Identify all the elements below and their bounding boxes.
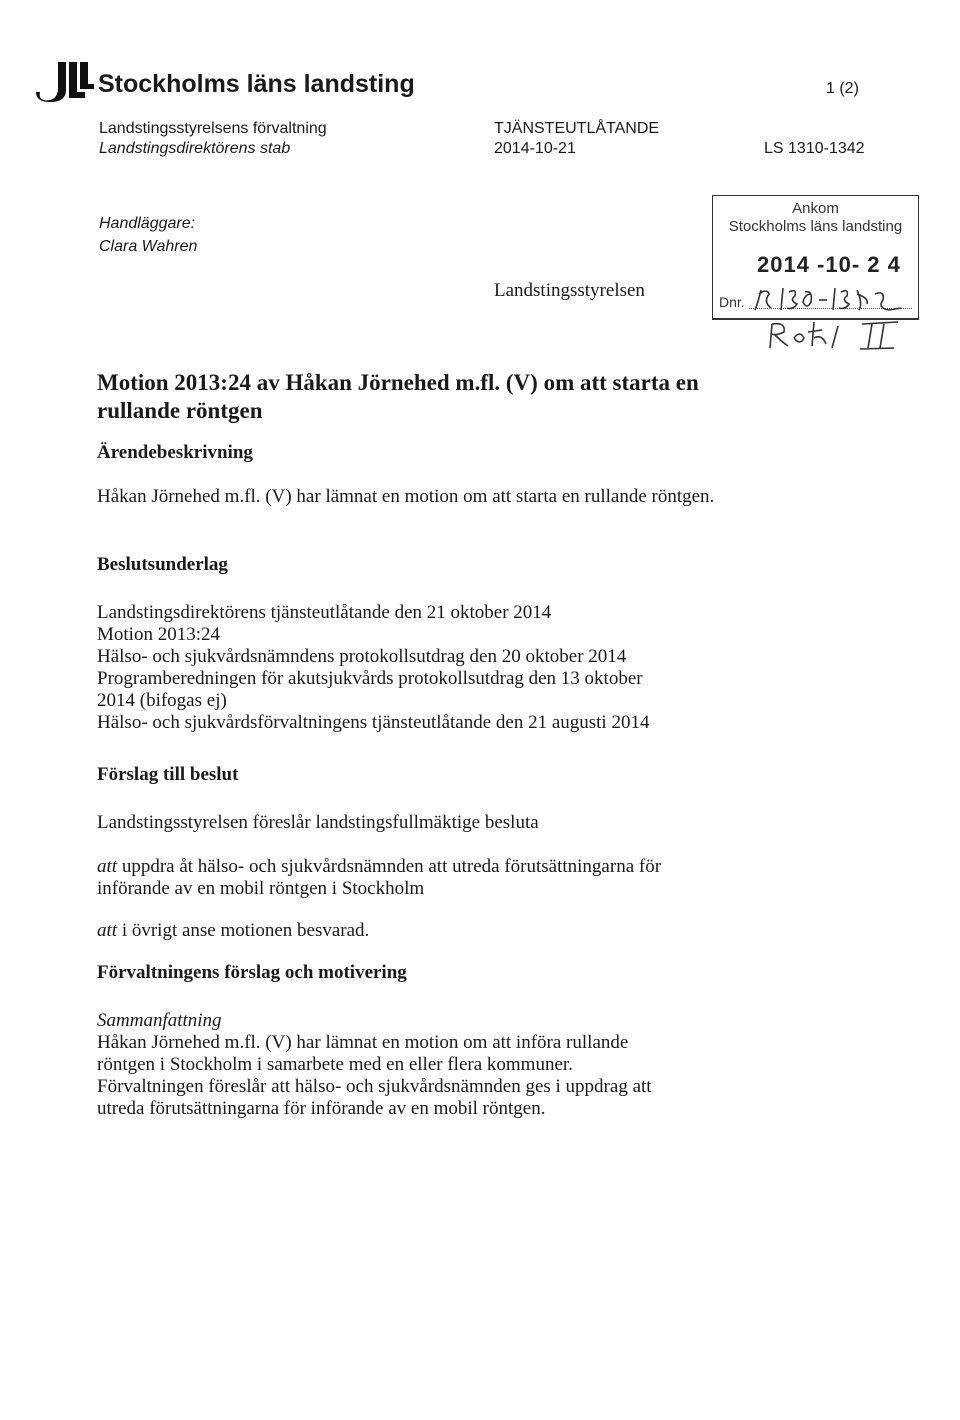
document-title: Motion 2013:24 av Håkan Jörnehed m.fl. (V) om att starta en rullande röntgen: [97, 370, 699, 423]
stamp-date: 2014 -10- 2 4: [757, 252, 901, 277]
handwritten-note-icon: [766, 318, 906, 352]
heading-forvaltningens-forslag: Förvaltningens förslag och motivering: [97, 962, 407, 983]
heading-sammanfattning: Sammanfattning: [97, 1010, 222, 1031]
doc-ref: LS 1310-1342: [764, 140, 865, 157]
beslutsunderlag-item: Motion 2013:24: [97, 624, 220, 645]
sammanfattning-line: röntgen i Stockholm i samarbete med en eller flera kommuner.: [97, 1054, 573, 1075]
att-word: att: [97, 920, 118, 941]
heading-beslutsunderlag: Beslutsunderlag: [97, 554, 228, 575]
beslutsunderlag-item: Landstingsdirektörens tjänsteutlåtande den 21 oktober 2014: [97, 602, 552, 623]
department: Landstingsstyrelsens förvaltning: [99, 120, 327, 137]
heading-arendebeskrivning: Ärendebeskrivning: [97, 442, 253, 463]
doc-date: 2014-10-21: [494, 140, 576, 157]
sll-logo-icon: [36, 58, 96, 102]
page-number: 1 (2): [826, 80, 859, 97]
forslag-intro: Landstingsstyrelsen föreslår landstingsfullmäktige besluta: [97, 812, 539, 833]
beslutsunderlag-item: Hälso- och sjukvårdsförvaltningens tjänsteutlåtande den 21 augusti 2014: [97, 712, 650, 733]
stamp-org: Stockholms läns landsting: [728, 218, 903, 235]
received-stamp: [712, 195, 919, 320]
handler-label: Handläggare:: [99, 215, 196, 232]
forslag-item-1-line-2: införande av en mobil röntgen i Stockholm: [97, 878, 425, 899]
beslutsunderlag-item: Hälso- och sjukvårdsnämndens protokollsutdrag den 20 oktober 2014: [97, 646, 627, 667]
forslag-item-1: [97, 856, 747, 900]
arende-text: Håkan Jörnehed m.fl. (V) har lämnat en motion om att starta en rullande röntgen.: [97, 486, 715, 507]
doc-type: TJÄNSTEUTLÅTANDE: [494, 120, 660, 137]
forslag-item-2: [97, 920, 369, 942]
handler-name: Clara Wahren: [99, 238, 198, 255]
handwritten-dnr-icon: [753, 280, 913, 316]
sammanfattning-line: Förvaltningen föreslår att hälso- och sjukvårdsnämnden ges i uppdrag att: [97, 1076, 652, 1097]
heading-forslag-till-beslut: Förslag till beslut: [97, 764, 239, 785]
stamp-title: Ankom: [792, 200, 839, 217]
recipient: Landstingsstyrelsen: [494, 280, 645, 301]
org-name: Stockholms läns landsting: [98, 70, 415, 98]
department-sub: Landstingsdirektörens stab: [99, 140, 291, 157]
beslutsunderlag-list: [97, 602, 649, 734]
beslutsunderlag-item: 2014 (bifogas ej): [97, 690, 227, 711]
stamp-dnr-label: Dnr.: [719, 294, 745, 310]
att-word: att: [97, 856, 118, 877]
forslag-item-2-text: i övrigt anse motionen besvarad.: [121, 920, 370, 941]
beslutsunderlag-item: Programberedningen för akutsjukvårds protokollsutdrag den 13 oktober: [97, 668, 643, 689]
sammanfattning-line: Håkan Jörnehed m.fl. (V) har lämnat en motion om att införa rullande: [97, 1032, 629, 1053]
sammanfattning-line: utreda förutsättningarna för införande av en mobil röntgen.: [97, 1098, 546, 1119]
sammanfattning-text: [97, 1032, 737, 1120]
forslag-item-1-line-1: uppdra åt hälso- och sjukvårdsnämnden att utreda förutsättningarna för: [121, 856, 662, 877]
